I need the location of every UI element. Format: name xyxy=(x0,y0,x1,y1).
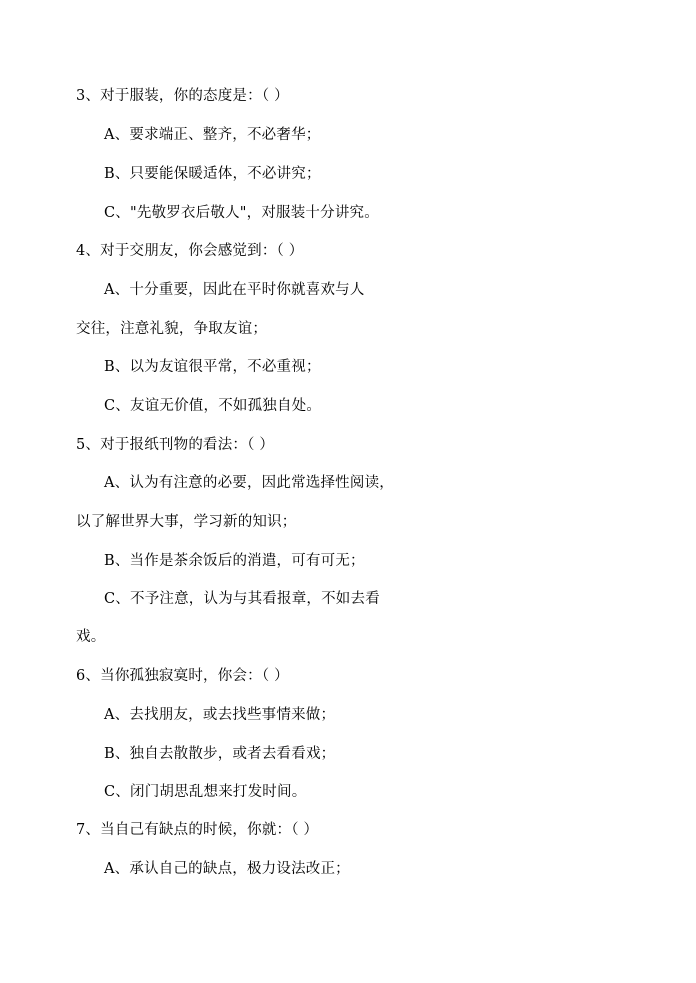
question-4-option-a-continued: 交往，注意礼貌，争取友谊； xyxy=(76,321,268,337)
question-5-option-c: C、不予注意，认为与其看报章，不如去看 xyxy=(104,591,380,607)
question-4-option-a: A、十分重要，因此在平时你就喜欢与人 xyxy=(104,282,365,298)
question-4-option-b: B、以为友谊很平常，不必重视； xyxy=(104,359,321,375)
question-5-option-b: B、当作是茶余饭后的消遣，可有可无； xyxy=(104,553,365,569)
question-3-option-c: C、"先敬罗衣后敬人"，对服装十分讲究。 xyxy=(104,205,379,221)
question-7-option-a: A、承认自己的缺点，极力设法改正； xyxy=(104,861,350,877)
question-5-option-a-continued: 以了解世界大事，学习新的知识； xyxy=(76,514,297,530)
question-6: 6、当你孤独寂寞时，你会：（ ） xyxy=(76,668,289,684)
question-4: 4、对于交朋友，你会感觉到：（ ） xyxy=(76,243,304,259)
question-3-option-a: A、要求端正、整齐，不必奢华； xyxy=(104,127,321,143)
question-6-option-a: A、去找朋友，或去找些事情来做； xyxy=(104,707,336,723)
question-5-option-c-continued: 戏。 xyxy=(76,629,106,645)
question-3: 3、对于服装，你的态度是：（ ） xyxy=(76,88,289,104)
question-4-option-c: C、友谊无价值，不如孤独自处。 xyxy=(104,398,322,414)
question-5-option-a: A、认为有注意的必要，因此常选择性阅读， xyxy=(104,475,394,491)
question-6-option-c: C、闭门胡思乱想来打发时间。 xyxy=(104,784,307,800)
question-7: 7、当自己有缺点的时候，你就：（ ） xyxy=(76,822,319,838)
question-6-option-b: B、独自去散散步，或者去看看戏； xyxy=(104,746,336,762)
question-3-option-b: B、只要能保暖适体，不必讲究； xyxy=(104,166,321,182)
question-5: 5、对于报纸刊物的看法：（ ） xyxy=(76,437,275,453)
